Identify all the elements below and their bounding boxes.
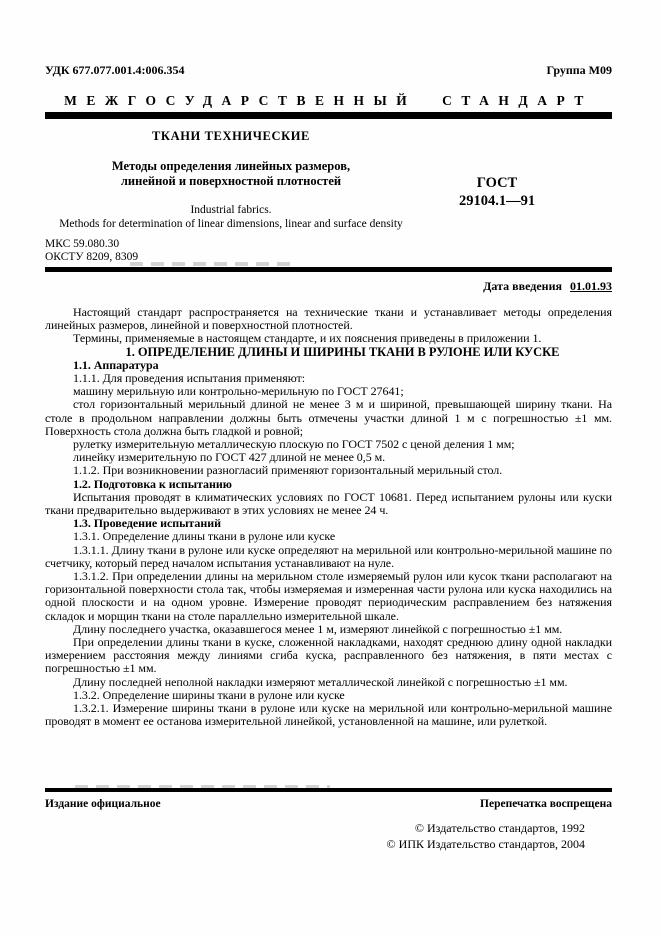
gost-number-block	[367, 175, 627, 210]
gost-label: ГОСТ	[476, 175, 518, 191]
english-title-line-1: Industrial fabrics.	[190, 204, 272, 216]
copyright-block	[45, 820, 612, 852]
standard-type-heading: МЕЖГОСУДАРСТВЕННЫЙ СТАНДАРТ	[64, 93, 593, 108]
clause-1-1-1-item-table: стол горизонтальный мерильный длиной не менее 3 м и шириной, превышающей ширину ткани. На столе в продольном направлении должны быть отмечены участки длиной 1 м с погрешностью ±1 мм. Поверхность стола должна быть гладкой и ровной;	[45, 397, 612, 438]
copyright-line-1992: © Издательство стандартов, 1992	[414, 821, 585, 835]
udk-code: УДК 677.077.001.4:006.354	[45, 63, 185, 77]
clause-1-1-1-item-ruler: линейку измерительную по ГОСТ 427 длиной не менее 0,5 м.	[73, 450, 386, 465]
section-1-heading: 1. ОПРЕДЕЛЕНИЕ ДЛИНЫ И ШИРИНЫ ТКАНИ В РУЛОНЕ ИЛИ КУСКЕ	[125, 344, 560, 359]
subtitle-line-1: Методы определения линейных размеров,	[111, 159, 351, 173]
document-title-english	[45, 203, 417, 231]
english-title-line-2: Methods for determination of linear dimensions, linear and surface density	[59, 218, 403, 230]
okstu-code: ОКСТУ 8209, 8309	[45, 251, 139, 263]
reprint-forbidden-label: Перепечатка воспрещена	[480, 798, 612, 810]
document-body	[45, 306, 612, 729]
clause-1-3-1-2-note-1: Длину последнего участка, оказавшегося менее 1 м, измеряют линейкой с погрешностью ±1 мм.	[73, 621, 563, 636]
classification-codes	[45, 238, 417, 264]
date-value: 01.01.93	[570, 279, 612, 293]
clause-1-3-heading: 1.3. Проведение испытаний	[73, 516, 221, 531]
clause-1-3-1-2-note-2: При определении длины ткани в куске, сложенной накладками, находят среднюю длину одной накладки измерением расстояния между линиями сгиба куска, расправленного без натяжения, в пяти местах с погрешностью ±1 мм.	[45, 635, 612, 676]
clause-1-3-1-2-note-3: Длину последней неполной накладки измеряют металлической линейкой с погрешностью ±1 мм.	[73, 674, 568, 689]
clause-1-3-1: 1.3.1. Определение длины ткани в рулоне или куске	[73, 529, 336, 544]
intro-paragraph-1: Настоящий стандарт распространяется на технические ткани и устанавливает методы определения линейных размеров, линейной и поверхностной плотностей.	[45, 305, 612, 333]
date-divider-rule	[45, 267, 612, 272]
mks-code: МКС 59.080.30	[45, 238, 120, 250]
footer-notice-row	[45, 798, 612, 811]
group-code: Группа М09	[546, 63, 612, 77]
clause-1-2-text: Испытания проводят в климатических условиях по ГОСТ 10681. Перед испытанием рулоны или куски ткани предварительно выдерживают в этих условиях не менее 24 ч.	[45, 489, 612, 518]
gost-number: 29104.1—91	[458, 192, 536, 209]
scan-artifact	[130, 262, 295, 266]
clause-1-3-2: 1.3.2. Определение ширины ткани в рулоне или куске	[73, 687, 345, 702]
date-label: Дата введения	[483, 279, 562, 293]
document-subtitle	[45, 159, 417, 188]
official-edition-label: Издание официальное	[45, 798, 161, 810]
subtitle-line-2: линейной и поверхностной плотностей	[120, 173, 342, 188]
clause-1-2-heading: 1.2. Подготовка к испытанию	[73, 476, 232, 491]
clause-1-3-1-2: 1.3.1.2. При определении длины на мерильном столе измеряемый рулон или кусок ткани располагают на горизонтальной поверхности стола так, чтобы измеряемая и измеренная части рулона или куска находились на одной плоскости и на одном уровне. Измерение проводят периодическим расправлением без натяжения складок и морщин ткани на столе параллельно измерительной шкале.	[45, 569, 612, 623]
clause-1-1-1-item-machine: машину мерильную или контрольно-мерильную по ГОСТ 27641;	[73, 384, 404, 399]
title-column	[45, 129, 417, 264]
clause-1-1-2: 1.1.2. При возникновении разногласий применяют горизонтальный мерильный стол.	[73, 463, 503, 478]
clause-1-3-2-1: 1.3.2.1. Измерение ширины ткани в рулоне или куске на мерильной или контрольно-мерильной машине проводят в момент ее останова измерительной линейкой, установленной на машине, или рулеткой.	[45, 701, 612, 729]
copyright-line-2004: © ИПК Издательство стандартов, 2004	[386, 837, 585, 851]
page-footer	[45, 788, 612, 852]
clause-1-3-1-1: 1.3.1.1. Длину ткани в рулоне или куске определяют на мерильной или контрольно-мерильной машине по счетчику, который перед началом испытания устанавливают на нуле.	[45, 542, 612, 570]
clause-1-1-1-item-tape: рулетку измерительную металлическую плоскую по ГОСТ 7502 с ценой деления 1 мм;	[73, 437, 515, 452]
intro-paragraph-2: Термины, применяемые в настоящем стандарте, и их пояснения приведены в приложении 1.	[73, 331, 542, 346]
document-title: ТКАНИ ТЕХНИЧЕСКИЕ	[151, 129, 310, 143]
clause-1-1-heading: 1.1. Аппаратура	[73, 357, 159, 372]
introduction-date-row	[45, 279, 612, 293]
classification-row	[45, 64, 612, 77]
title-block	[45, 129, 612, 264]
top-divider-rule	[45, 112, 612, 119]
clause-1-1-1: 1.1.1. Для проведения испытания применяют:	[73, 371, 305, 386]
scan-artifact	[75, 785, 330, 789]
